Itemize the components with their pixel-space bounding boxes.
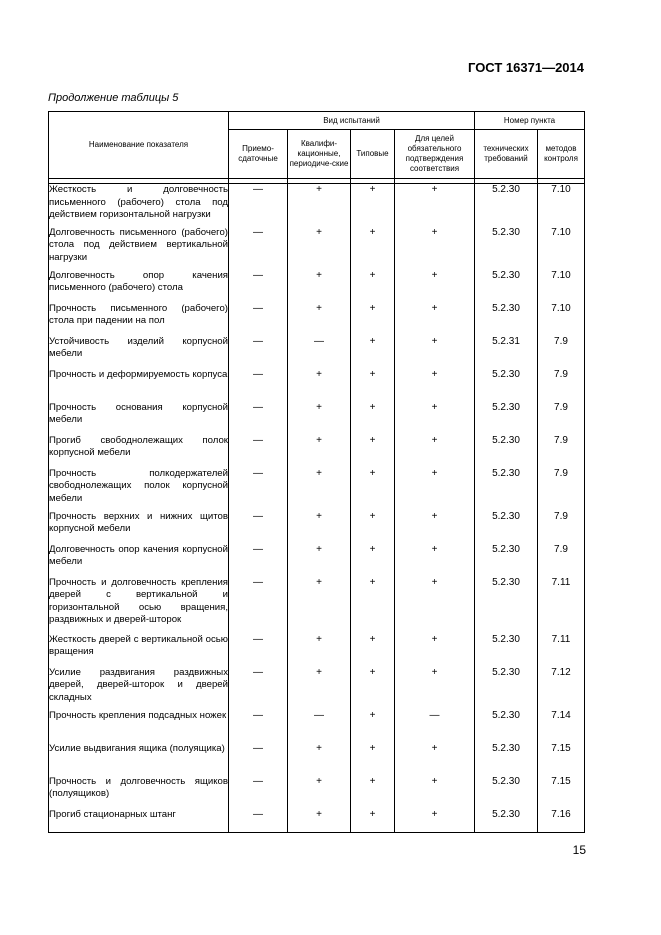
conformity-value: + [395,369,475,402]
header-technical-requirements: технических требований [475,130,538,179]
acceptance-value: — [229,227,288,270]
acceptance-value: — [229,336,288,369]
technical-requirements-clause: 5.2.30 [475,743,538,776]
technical-requirements-clause: 5.2.30 [475,303,538,336]
qualification-value: + [288,184,351,227]
acceptance-value: — [229,184,288,227]
conformity-value: + [395,809,475,833]
table-row [49,303,585,336]
table-row [49,369,585,402]
indicator-name: Прочность и долговечность крепления дверей с вертикальной и горизонтальной осью вращения, раздвижных и дверей-шторок [49,577,229,634]
type-test-value: + [351,667,395,710]
indicator-name: Жесткость и долговечность письменного (рабочего) стола под действием горизонтальной нагрузки [49,184,229,227]
indicator-name: Усилие раздвигания раздвижных дверей, дверей-шторок и дверей складных [49,667,229,710]
technical-requirements-clause: 5.2.30 [475,184,538,227]
technical-requirements-clause: 5.2.30 [475,402,538,435]
acceptance-value: — [229,710,288,743]
type-test-value: + [351,809,395,833]
control-methods-clause: 7.16 [538,809,585,833]
document-standard-number: ГОСТ 16371—2014 [468,60,584,75]
indicator-name: Прочность крепления подсадных ножек [49,710,229,743]
table-row [49,402,585,435]
conformity-value: — [395,710,475,743]
table-row [49,809,585,833]
control-methods-clause: 7.15 [538,743,585,776]
table-row [49,743,585,776]
indicator-name: Прогиб свободнолежащих полок корпусной мебели [49,435,229,468]
type-test-value: + [351,468,395,511]
control-methods-clause: 7.9 [538,511,585,544]
acceptance-value: — [229,511,288,544]
header-control-methods: методов контроля [538,130,585,179]
technical-requirements-clause: 5.2.30 [475,544,538,577]
acceptance-value: — [229,369,288,402]
acceptance-value: — [229,468,288,511]
technical-requirements-clause: 5.2.30 [475,577,538,634]
header-conformity: Для целей обязательного подтверждения соответствия [395,130,475,179]
indicator-name: Прогиб стационарных штанг [49,809,229,833]
acceptance-value: — [229,667,288,710]
control-methods-clause: 7.9 [538,369,585,402]
acceptance-value: — [229,634,288,667]
conformity-value: + [395,468,475,511]
qualification-value: + [288,369,351,402]
indicator-name: Долговечность опор качения письменного (рабочего) стола [49,270,229,303]
acceptance-value: — [229,270,288,303]
table-row [49,577,585,634]
type-test-value: + [351,227,395,270]
control-methods-clause: 7.9 [538,402,585,435]
page-number: 15 [572,843,586,857]
conformity-value: + [395,667,475,710]
control-methods-clause: 7.10 [538,270,585,303]
control-methods-clause: 7.12 [538,667,585,710]
acceptance-value: — [229,809,288,833]
control-methods-clause: 7.11 [538,634,585,667]
table-row [49,710,585,743]
table-row [49,634,585,667]
technical-requirements-clause: 5.2.30 [475,227,538,270]
type-test-value: + [351,776,395,809]
indicator-name: Прочность основания корпусной мебели [49,402,229,435]
qualification-value: + [288,544,351,577]
table-row [49,468,585,511]
technical-requirements-clause: 5.2.31 [475,336,538,369]
technical-requirements-clause: 5.2.30 [475,468,538,511]
qualification-value: + [288,743,351,776]
conformity-value: + [395,577,475,634]
type-test-value: + [351,577,395,634]
conformity-value: + [395,743,475,776]
acceptance-value: — [229,303,288,336]
header-acceptance: Приемо-сдаточные [229,130,288,179]
control-methods-clause: 7.10 [538,184,585,227]
conformity-value: + [395,227,475,270]
technical-requirements-clause: 5.2.30 [475,369,538,402]
type-test-value: + [351,634,395,667]
control-methods-clause: 7.9 [538,435,585,468]
control-methods-clause: 7.15 [538,776,585,809]
technical-requirements-clause: 5.2.30 [475,667,538,710]
type-test-value: + [351,710,395,743]
technical-requirements-clause: 5.2.30 [475,809,538,833]
technical-requirements-clause: 5.2.30 [475,511,538,544]
indicator-name: Прочность письменного (рабочего) стола при падении на пол [49,303,229,336]
table-row [49,667,585,710]
acceptance-value: — [229,743,288,776]
type-test-value: + [351,402,395,435]
indicators-table [48,111,585,833]
qualification-value: — [288,336,351,369]
table-header [49,112,585,184]
qualification-value: + [288,667,351,710]
conformity-value: + [395,402,475,435]
type-test-value: + [351,270,395,303]
indicator-name: Жесткость дверей с вертикальной осью вращения [49,634,229,667]
indicator-name: Прочность полкодержателей свободнолежащих полок корпусной мебели [49,468,229,511]
conformity-value: + [395,303,475,336]
technical-requirements-clause: 5.2.30 [475,776,538,809]
table-row [49,544,585,577]
type-test-value: + [351,369,395,402]
indicator-name: Долговечность опор качения корпусной мебели [49,544,229,577]
conformity-value: + [395,511,475,544]
acceptance-value: — [229,402,288,435]
qualification-value: + [288,227,351,270]
table-row [49,227,585,270]
header-indicator-name: Наименование показателя [49,112,229,179]
qualification-value: — [288,710,351,743]
type-test-value: + [351,303,395,336]
qualification-value: + [288,303,351,336]
table-row [49,435,585,468]
qualification-value: + [288,809,351,833]
table-row [49,336,585,369]
header-qualification: Квалифи-кационные, периодиче-ские [288,130,351,179]
qualification-value: + [288,511,351,544]
table-row [49,511,585,544]
conformity-value: + [395,435,475,468]
type-test-value: + [351,511,395,544]
type-test-value: + [351,184,395,227]
acceptance-value: — [229,544,288,577]
table-row [49,776,585,809]
type-test-value: + [351,544,395,577]
indicator-name: Прочность и деформируемость корпуса [49,369,229,402]
conformity-value: + [395,336,475,369]
qualification-value: + [288,402,351,435]
qualification-value: + [288,435,351,468]
conformity-value: + [395,184,475,227]
control-methods-clause: 7.10 [538,227,585,270]
indicator-name: Долговечность письменного (рабочего) стола под действием вертикальной нагрузки [49,227,229,270]
conformity-value: + [395,634,475,667]
technical-requirements-clause: 5.2.30 [475,435,538,468]
qualification-value: + [288,776,351,809]
control-methods-clause: 7.11 [538,577,585,634]
table-caption: Продолжение таблицы 5 [48,92,179,104]
table-row [49,270,585,303]
header-test-types: Вид испытаний [229,112,475,130]
indicator-name: Прочность и долговечность ящиков (полуящиков) [49,776,229,809]
control-methods-clause: 7.9 [538,336,585,369]
control-methods-clause: 7.9 [538,544,585,577]
control-methods-clause: 7.14 [538,710,585,743]
qualification-value: + [288,468,351,511]
indicator-name: Устойчивость изделий корпусной мебели [49,336,229,369]
table-row [49,184,585,227]
header-type: Типовые [351,130,395,179]
table-body [49,184,585,833]
qualification-value: + [288,634,351,667]
acceptance-value: — [229,435,288,468]
indicator-name: Прочность верхних и нижних щитов корпусной мебели [49,511,229,544]
qualification-value: + [288,270,351,303]
conformity-value: + [395,544,475,577]
type-test-value: + [351,336,395,369]
type-test-value: + [351,743,395,776]
control-methods-clause: 7.10 [538,303,585,336]
control-methods-clause: 7.9 [538,468,585,511]
qualification-value: + [288,577,351,634]
technical-requirements-clause: 5.2.30 [475,634,538,667]
technical-requirements-clause: 5.2.30 [475,270,538,303]
technical-requirements-clause: 5.2.30 [475,710,538,743]
type-test-value: + [351,435,395,468]
acceptance-value: — [229,577,288,634]
indicator-name: Усилие выдвигания ящика (полуящика) [49,743,229,776]
acceptance-value: — [229,776,288,809]
conformity-value: + [395,776,475,809]
conformity-value: + [395,270,475,303]
header-clause-number: Номер пункта [475,112,585,130]
